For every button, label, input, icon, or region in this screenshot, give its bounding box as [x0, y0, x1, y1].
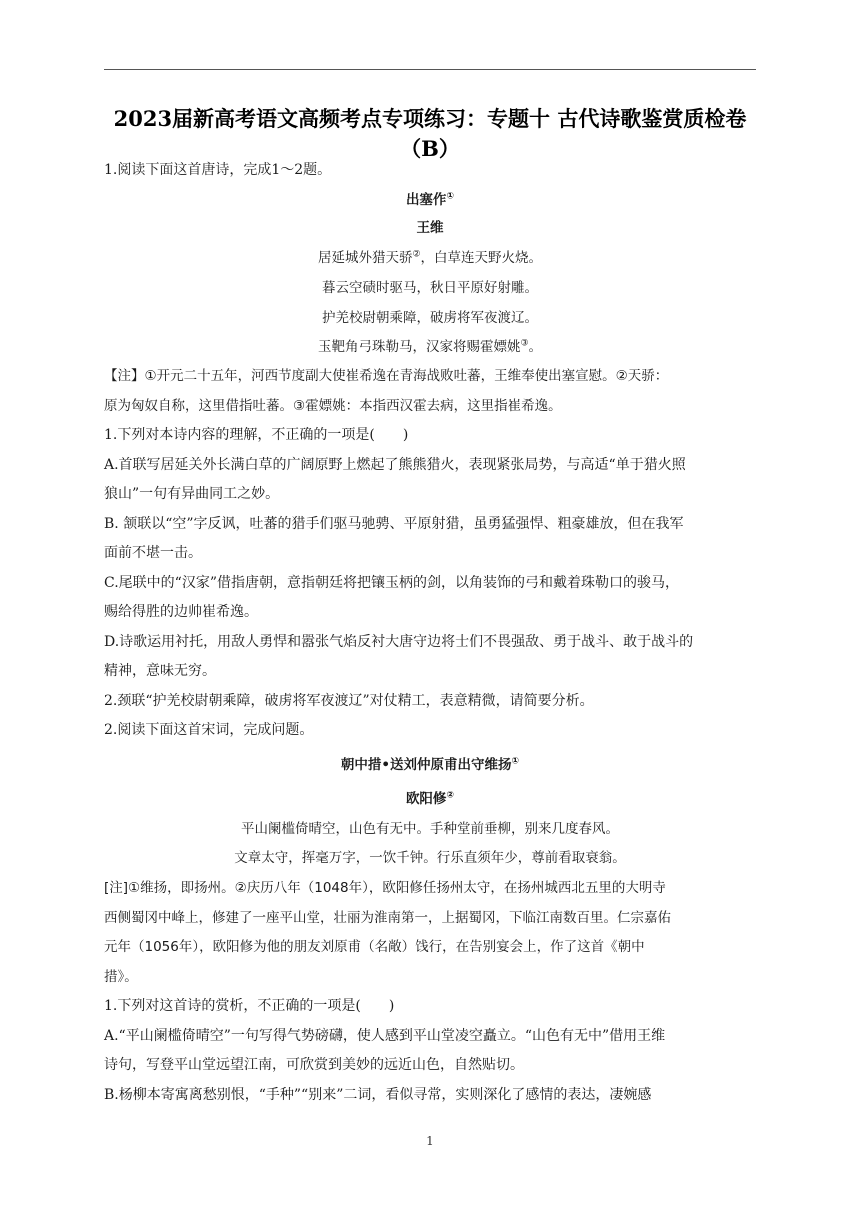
note2-line-1: [注]①维扬，即扬州。②庆历八年（1048年），欧阳修任扬州太守，在扬州城西北五里的大明寺 [104, 880, 666, 896]
option-2-B-line-1: B.杨柳本寄寓离愁别恨，“手种”“别来”二词，看似寻常，实则深化了感情的表达，凄婉感 [104, 1087, 652, 1103]
option-1-C-line-1: C.尾联中的“汉家”借指唐朝，意指朝廷将把镶玉柄的剑，以角装饰的弓和戴着珠勒口的骏马， [104, 575, 679, 591]
poem2-line-2: 文章太守，挥毫万字，一饮千钟。行乐直须年少，尊前看取衰翁。 [234, 850, 626, 866]
poem1-line-3: 护羌校尉朝乘障，破虏将军夜渡辽。 [322, 310, 538, 326]
option-1-D-line-1: D.诗歌运用衬托，用敌人勇悍和嚣张气焰反衬大唐守边将士们不畏强敌、勇于战斗、敢于战斗的 [104, 634, 694, 650]
page-number: 1 [426, 1134, 434, 1148]
note1-line-1: 【注】①开元二十五年，河西节度副大使崔希逸在青海战败吐蕃，王维奉使出塞宣慰。②天骄： [104, 368, 669, 384]
poem2-title: 朝中措•送刘仲原甫出守维扬① [340, 756, 520, 773]
option-1-B-line-2: 面前不堪一击。 [104, 545, 202, 561]
option-2-A-line-2: 诗句，写登平山堂远望江南，可欣赏到美妙的远近山色，自然贴切。 [104, 1057, 524, 1073]
question-intro-1: 1.阅读下面这首唐诗，完成1～2题。 [104, 162, 332, 178]
poem1-author: 王维 [416, 220, 444, 236]
header-rule [104, 69, 756, 70]
document-title: 2023届新高考语文高频考点专项练习：专题十 古代诗歌鉴赏质检卷（B） [113, 106, 747, 161]
note2-line-4: 措》。 [104, 969, 138, 985]
poem2-author: 欧阳修② [405, 790, 455, 807]
question-1-1: 1.下列对本诗内容的理解，不正确的一项是( ) [104, 427, 409, 443]
option-1-B-line-1: B. 颔联以“空”字反讽，吐蕃的猎手们驱马驰骋、平原射猎，虽勇猛强悍、粗豪雄放，但在我军 [104, 516, 684, 532]
note1-line-2: 原为匈奴自称，这里借指吐蕃。③霍嫖姚：本指西汉霍去病，这里指崔希逸。 [104, 398, 562, 414]
question-1-2: 2.颈联“护羌校尉朝乘障，破虏将军夜渡辽”对仗精工，表意精微，请简要分析。 [104, 693, 594, 709]
poem1-line-2: 暮云空碛时驱马，秋日平原好射雕。 [322, 280, 538, 296]
poem2-line-1: 平山阑槛倚晴空，山色有无中。手种堂前垂柳，别来几度春风。 [241, 821, 619, 837]
note2-line-3: 元年（1056年），欧阳修为他的朋友刘原甫（名敞）饯行，在告别宴会上，作了这首《朝中 [104, 939, 645, 955]
option-1-A-line-2: 狼山”一句有异曲同工之妙。 [104, 486, 280, 502]
option-2-A-line-1: A.“平山阑槛倚晴空”一句写得气势磅礴，使人感到平山堂凌空矗立。“山色有无中”借用王维 [104, 1028, 666, 1044]
option-1-C-line-2: 赐给得胜的边帅崔希逸。 [104, 604, 258, 620]
question-2-1: 1.下列对这首诗的赏析，不正确的一项是( ) [104, 998, 395, 1014]
note2-line-2: 西侧蜀冈中峰上，修建了一座平山堂，壮丽为淮南第一，上据蜀冈，下临江南数百里。仁宗嘉佑 [104, 910, 671, 926]
question-intro-2: 2.阅读下面这首宋词，完成问题。 [104, 722, 314, 738]
poem1-line-1: 居延城外猎天骄②，白草连天野火烧。 [317, 249, 543, 266]
poem1-line-4: 玉靶角弓珠勒马，汉家将赐霍嫖姚③。 [317, 338, 543, 355]
poem1-title: 出塞作① [405, 191, 455, 208]
option-1-D-line-2: 精神，意味无穷。 [104, 663, 216, 679]
option-1-A-line-1: A.首联写居延关外长满白草的广阔原野上燃起了熊熊猎火，表现紧张局势，与高适“单于猎火照 [104, 457, 686, 473]
